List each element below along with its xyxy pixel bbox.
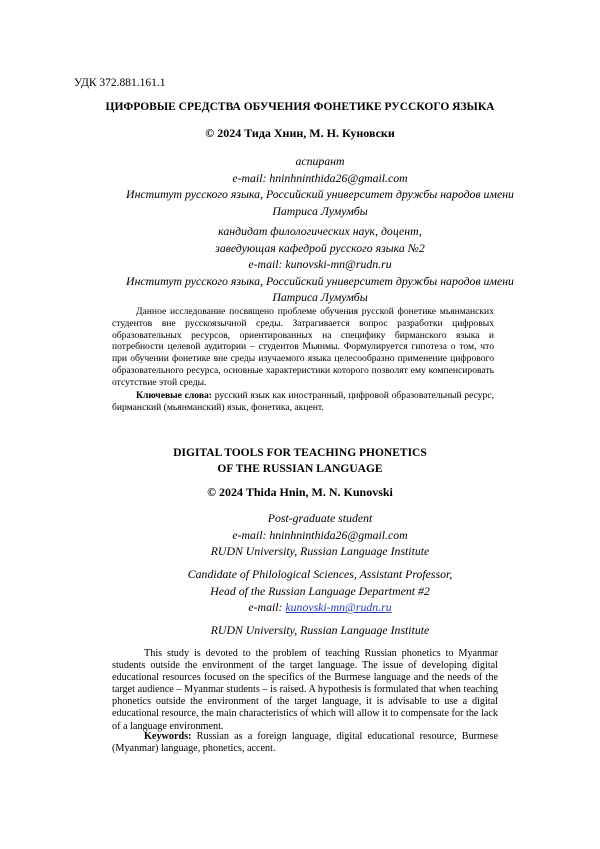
en-author1-email: e-mail: hninhninthida26@gmail.com (232, 527, 408, 542)
ru-keywords-list: русский язык как иностранный, цифровой образовательный ресурс, бирманский (мьянманский) язык, фонетика, акцент. (112, 390, 494, 413)
ru-author2-position-line1: кандидат филологических наук, доцент, (218, 224, 422, 238)
ru-author2-institution-line1: Институт русского языка, Российский университет дружбы народов имени (126, 273, 514, 288)
ru-abstract: Данное исследование посвящено проблеме обучения русской фонетике мьянманских студентов вне русскоязычной среды. Затрагивается вопрос разработки цифровых образовательных ресурсов, ориентированных на специфику бирманского языка и потребности целевой аудитории – студентов Мьянмы. Формулируется гипотеза о том, что при обучении фонетике вне среды изучаемого языка целесообразно применение цифрового образовательного ресурса, основные характеристики которого позволят ему компенсировать отсутствие этой среды. (112, 306, 494, 388)
ru-author2-affiliation (100, 223, 540, 306)
en-keywords-label: Keywords: (144, 731, 192, 742)
en-author1-position: Post-graduate student (267, 511, 373, 525)
en-abstract: This study is devoted to the problem of teaching Russian phonetics to Myanmar students outside the environment of the target language. The issue of developing digital educational resources focused on the specifics of the Burmese language and the needs of the target audience – Myanmar students – is raised. A hypothesis is formulated that when teaching phonetics outside the environment of the target language, it is advisable to use a digital educational resource, the main characteristics of which will allow it to compensate for the lack of a language environment. (112, 648, 498, 732)
ru-author2-position-line2: заведующая кафедрой русского языка №2 (215, 240, 425, 255)
en-author2-institution: RUDN University, Russian Language Institute (210, 623, 430, 637)
en-authors: © 2024 Thida Hnin, M. N. Kunovski (207, 485, 393, 499)
en-keywords-list: Russian as a foreign language, digital educational resource, Burmese (Myanmar) language, phonetics, accent. (112, 731, 498, 755)
en-author2-affiliation (100, 566, 540, 616)
en-author2-position-line2: Head of the Russian Language Department #2 (210, 583, 430, 598)
ru-keywords (112, 390, 494, 414)
ru-authors: © 2024 Тида Хнин, М. Н. Куновски (205, 126, 395, 140)
ru-keywords-label: Ключевые слова: (136, 390, 212, 401)
ru-author1-institution-line2: Патриса Лумумбы (272, 203, 368, 218)
en-title-line2: OF THE RUSSIAN LANGUAGE (217, 463, 383, 475)
en-title-line1: DIGITAL TOOLS FOR TEACHING PHONETICS (173, 447, 427, 459)
en-author2-position-line1: Candidate of Philological Sciences, Assistant Professor, (187, 567, 453, 581)
ru-title: ЦИФРОВЫЕ СРЕДСТВА ОБУЧЕНИЯ ФОНЕТИКЕ РУССКОГО ЯЗЫКА (105, 101, 495, 113)
ru-author1-email: e-mail: hninhninthida26@gmail.com (232, 170, 408, 185)
en-author1-affiliation (100, 510, 540, 560)
en-keywords (112, 731, 498, 755)
en-title (0, 445, 600, 477)
udk-code: УДК 372.881.161.1 (74, 77, 166, 89)
ru-author2-institution-line2: Патриса Лумумбы (272, 290, 368, 305)
en-author1-institution: RUDN University, Russian Language Institute (210, 544, 430, 559)
en-author2-email-link[interactable]: kunovski-mn@rudn.ru (285, 600, 392, 615)
ru-author1-institution-line1: Институт русского языка, Российский университет дружбы народов имени (126, 187, 514, 202)
en-author2-email-line (100, 599, 540, 616)
en-author2-email-label: e-mail: (248, 600, 286, 615)
ru-author1-position: аспирант (295, 154, 345, 168)
ru-author2-email: e-mail: kunovski-mn@rudn.ru (248, 257, 392, 272)
ru-author1-affiliation (100, 153, 540, 219)
